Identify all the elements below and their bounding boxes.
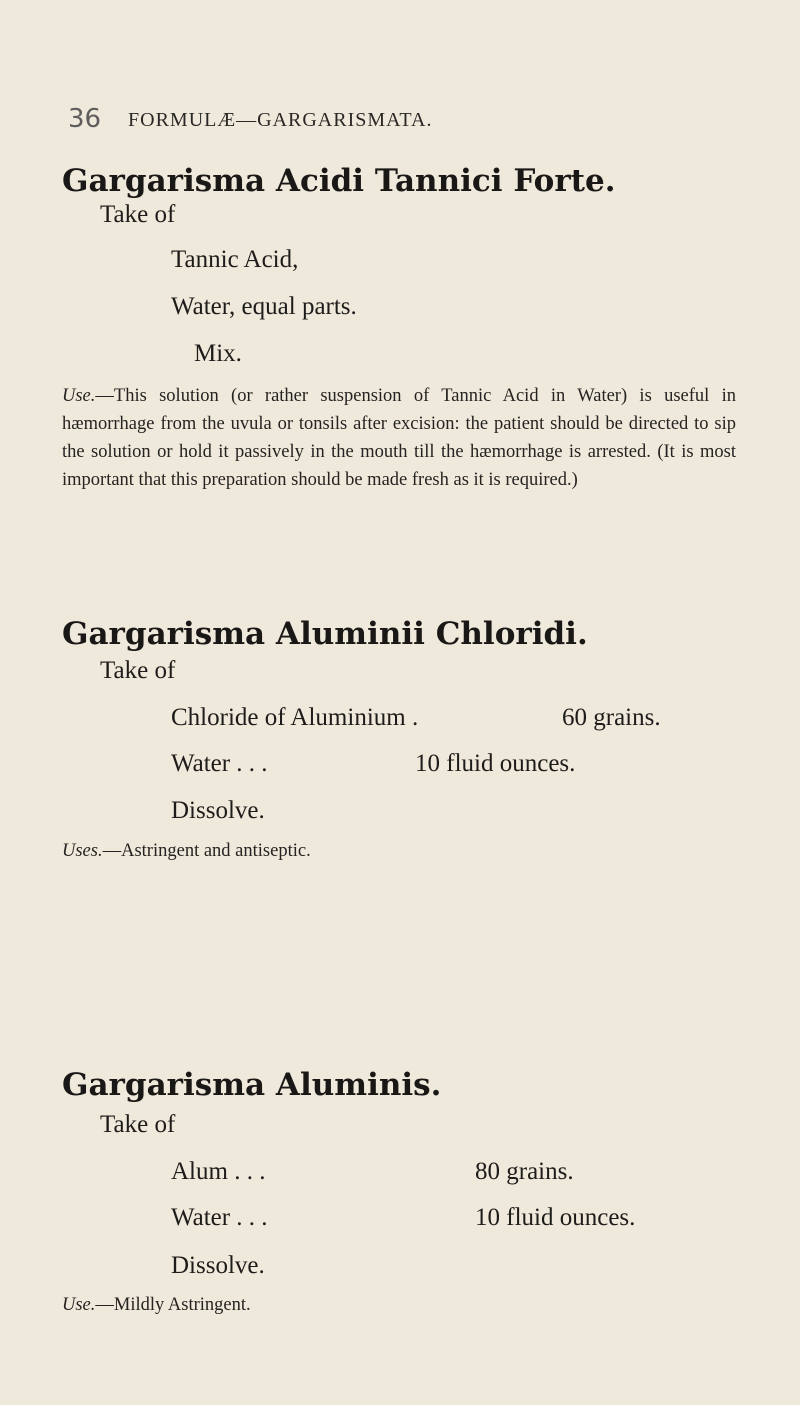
ingredient-quantity: 80 grains. xyxy=(475,1158,574,1185)
ingredient-name: Alum . . . xyxy=(171,1158,266,1185)
running-title: FORMULÆ—GARGARISMATA. xyxy=(128,109,433,131)
use-label: Use. xyxy=(62,386,96,406)
ingredient-name: Water . . . xyxy=(171,1204,268,1231)
use-text: —Mildly Astringent. xyxy=(95,1295,251,1315)
ingredient-name: Chloride of Aluminium . xyxy=(171,704,419,731)
use-note xyxy=(62,838,311,864)
section-title: Gargarisma Aluminii Chloridi. xyxy=(62,616,588,652)
ingredient-quantity: 10 fluid ounces. xyxy=(415,750,576,777)
use-note xyxy=(62,1292,251,1318)
ingredient-quantity: 60 grains. xyxy=(562,704,661,731)
ingredient-name: Tannic Acid, xyxy=(171,246,299,273)
use-paragraph xyxy=(62,382,736,494)
take-of-label: Take of xyxy=(100,201,176,228)
use-text: —Astringent and antiseptic. xyxy=(102,841,311,861)
page-number: 36 xyxy=(68,104,102,134)
use-label: Uses. xyxy=(62,841,103,861)
ingredient-name: Water . . . xyxy=(171,750,268,777)
ingredient-name: Water, equal parts. xyxy=(171,293,357,320)
instruction: Mix. xyxy=(194,340,242,367)
section-title: Gargarisma Aluminis. xyxy=(62,1067,442,1103)
instruction: Dissolve. xyxy=(171,1252,265,1279)
take-of-label: Take of xyxy=(100,1111,176,1138)
instruction: Dissolve. xyxy=(171,797,265,824)
section-title: Gargarisma Acidi Tannici Forte. xyxy=(62,163,616,199)
take-of-label: Take of xyxy=(100,657,176,684)
use-label: Use. xyxy=(62,1295,96,1315)
ingredient-quantity: 10 fluid ounces. xyxy=(475,1204,636,1231)
running-header xyxy=(68,104,768,134)
use-text: —This solution (or rather suspension of Tannic Acid in Water) is useful in hæmorrhage from the uvula or tonsils after excision: the patient should be directed to sip the solution or hold it passively in the mouth till the hæmorrhage is arrested. (It is most important that this preparation should be made fresh as it is required.) xyxy=(62,386,736,490)
